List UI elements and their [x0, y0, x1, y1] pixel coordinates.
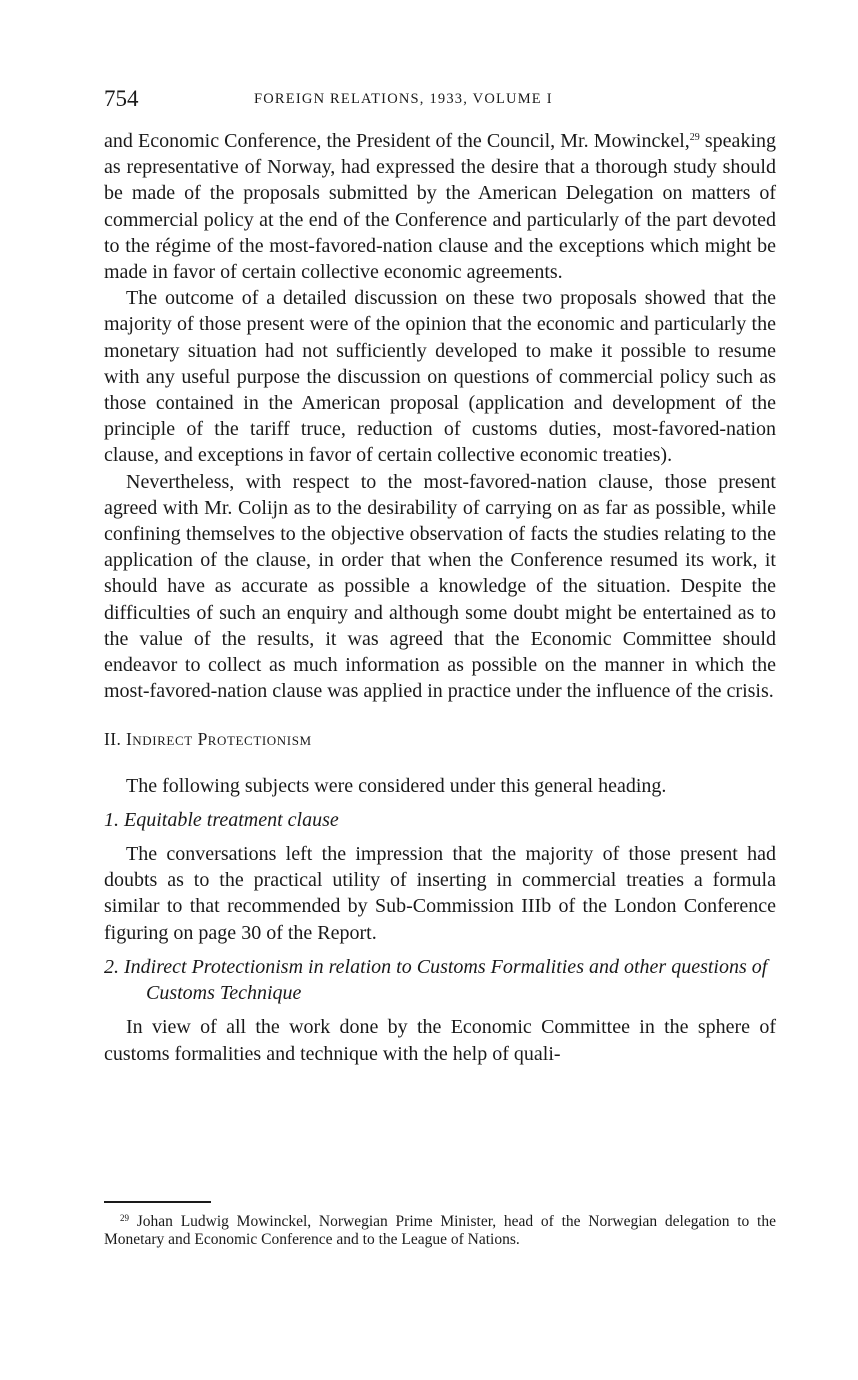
paragraph-3: Nevertheless, with respect to the most-favored-nation clause, those present agreed with Mr. Colijn as to the desirability of carrying on as far as possible, while confining themselves to the objective observation of facts the studies relating to the application of the clause, in order that when the Conference resumed its work, it should have as accurate as possible a knowledge of the situation. Despite the difficulties of such an enquiry and although some doubt might be entertained as to the value of the results, it was agreed that the Economic Committee should endeavor to collect as much information as possible on the manner in which the most-favored-nation clause was applied in practice under the influence of the crisis.	[104, 470, 776, 703]
paragraph-4: The following subjects were considered under this general heading.	[126, 774, 667, 797]
section-word2-initial: P	[197, 729, 208, 750]
paragraph-2: The outcome of a detailed discussion on these two proposals showed that the majority of those present were of the opinion that the economic and particularly the monetary situation had not sufficiently developed to make it possible to resume with any useful purpose the discussion on questions of commercial policy such as those contained in the American proposal (application and development of the principle of the tariff truce, reduction of customs duties, most-favored-nation clause, and exceptions in favor of certain collective economic treaties).	[104, 287, 776, 467]
subheading-2: 2. Indirect Protectionism in relation to Customs Formalities and other questions of Customs Technique	[104, 955, 768, 1005]
running-head: FOREIGN RELATIONS, 1933, VOLUME I	[254, 91, 553, 107]
paragraph-1-text-b: speaking as representative of Norway, had expressed the desire that a thorough study should be made of the proposals submitted by the American Delegation on matters of commercial policy at the end of the Conference and particularly of the part devoted to the régime of the most-favored-nation clause and the exceptions which might be made in favor of certain collective economic agreements.	[104, 130, 776, 284]
page-header	[104, 84, 776, 114]
section-heading	[104, 726, 776, 754]
section-word1-initial: I	[126, 729, 133, 750]
footnote	[104, 1213, 776, 1248]
footnote-text: Johan Ludwig Mowinckel, Norwegian Prime Minister, head of the Norwegian delegation to the Monetary and Economic Conference and to the League of Nations.	[104, 1213, 776, 1248]
section-number: II.	[104, 729, 122, 750]
body-text	[104, 128, 776, 1067]
footnote-mark: 29	[120, 1213, 129, 1223]
subheading-1: 1. Equitable treatment clause	[104, 808, 339, 831]
paragraph-1	[104, 128, 776, 285]
paragraph-6: In view of all the work done by the Economic Committee in the sphere of customs formalities and technique with the help of quali-	[104, 1016, 776, 1065]
paragraph-5: The conversations left the impression that the majority of those present had doubts as to the practical utility of inserting in commercial treaties a formula similar to that recommended by Sub-Commission IIIb of the London Conference figuring on page 30 of the Report.	[104, 843, 776, 944]
section-word2-rest: ROTECTIONISM	[207, 733, 312, 749]
page-number: 754	[104, 86, 139, 111]
footnote-divider	[104, 1201, 211, 1203]
footnote-reference-mark: 29	[689, 132, 700, 143]
paragraph-1-text-a: and Economic Conference, the President of the Council, Mr. Mowinckel,	[104, 130, 690, 152]
section-word1-rest: NDIRECT	[132, 733, 193, 749]
